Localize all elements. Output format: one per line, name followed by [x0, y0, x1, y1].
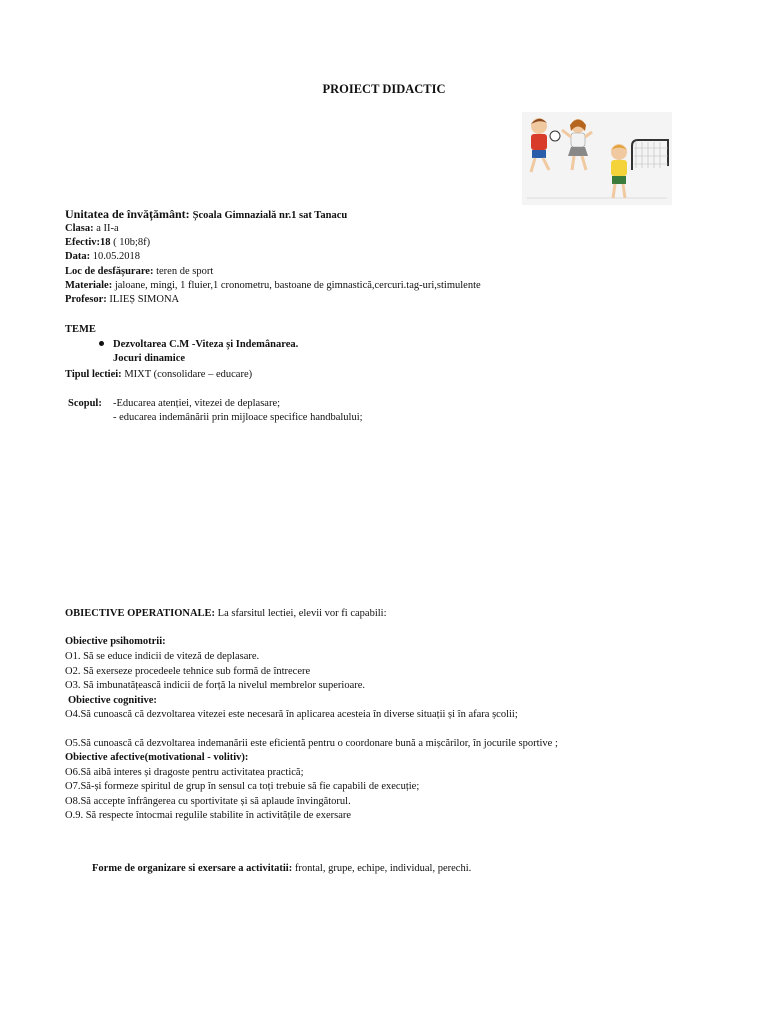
- objective-o3: O3. Să imbunatățească indicii de forță la nivelul membrelor superioare.: [65, 680, 366, 691]
- objective-o1: O1. Să se educe indicii de viteză de deplasare.: [65, 651, 260, 662]
- objectives-intro: La sfarsitul lectiei, elevii vor fi capabili:: [217, 608, 387, 619]
- theme-item-2: Jocuri dinamice: [113, 353, 186, 364]
- effective-line: [65, 236, 150, 250]
- organization-value: frontal, grupe, echipe, individual, perechi.: [294, 863, 472, 874]
- children-playing-sports-illustration: [522, 112, 672, 205]
- teacher-line: [65, 293, 179, 307]
- objective-o7: O7.Să-și formeze spiritul de grup în sensul ca toți trebuie să fie capabili de execuție;: [65, 781, 420, 792]
- affective-heading: Obiective afective(motivational - volitiv):: [65, 752, 249, 763]
- organization-line: [92, 862, 471, 876]
- objective-o9: O.9. Să respecte întocmai regulile stabilite în activitățile de exersare: [65, 810, 352, 821]
- class-line: [65, 222, 119, 236]
- theme-item-1: Dezvoltarea C.M -Viteza și Indemânarea.: [113, 339, 299, 350]
- objective-o2: O2. Să exerseze procedeele tehnice sub formă de întrecere: [65, 666, 311, 677]
- themes-heading: TEME: [65, 324, 96, 335]
- bullet-icon: [99, 341, 104, 346]
- teacher-label: Profesor:: [65, 294, 107, 305]
- date-label: Data:: [65, 251, 91, 262]
- location-line: [65, 265, 213, 279]
- date-line: [65, 250, 140, 264]
- scope-line-1: -Educarea atenției, vitezei de deplasare;: [113, 398, 281, 409]
- materials-value: jaloane, mingi, 1 fluier,1 cronometru, bastoane de gimnastică,cercuri.tag-uri,stimulente: [114, 280, 481, 291]
- unit-line: [65, 207, 347, 223]
- materials-line: [65, 279, 481, 293]
- organization-label: Forme de organizare si exersare a activitatii:: [92, 863, 293, 874]
- psychomotor-heading: Obiective psihomotrii:: [65, 636, 166, 647]
- lesson-type-line: [65, 368, 252, 382]
- objectives-heading: OBIECTIVE OPERATIONALE:: [65, 608, 216, 619]
- cognitive-heading: Obiective cognitive:: [68, 695, 157, 706]
- page-title: PROIECT DIDACTIC: [322, 82, 446, 96]
- lesson-type-label: Tipul lectiei:: [65, 369, 122, 380]
- objective-o6: O6.Să aibă interes și dragoste pentru activitatea practică;: [65, 767, 304, 778]
- date-value: 10.05.2018: [92, 251, 140, 262]
- teacher-value: ILIEȘ SIMONA: [109, 294, 180, 305]
- effective-label: Efectiv:18: [65, 237, 111, 248]
- unit-label: Unitatea de învățământ:: [65, 207, 190, 221]
- location-value: teren de sport: [156, 266, 214, 277]
- location-label: Loc de desfășurare:: [65, 266, 154, 277]
- class-value: a II-a: [96, 223, 119, 234]
- objective-o4: O4.Să cunoască că dezvoltarea vitezei este necesară în aplicarea acesteia în diverse situații și în afara școlii;: [65, 709, 518, 720]
- lesson-type-value: MIXT (consolidare – educare): [124, 369, 253, 380]
- objectives-heading-line: [65, 607, 386, 621]
- objective-o8: O8.Să accepte înfrângerea cu sportivitate și să aplaude învingătorul.: [65, 796, 351, 807]
- scope-label: Scopul:: [68, 398, 102, 409]
- materials-label: Materiale:: [65, 280, 113, 291]
- unit-value: Școala Gimnazială nr.1 sat Tanacu: [192, 210, 348, 221]
- objective-o5: O5.Să cunoască că dezvoltarea indemanării este eficientă pentru o coordonare bună a mișcărilor, în jocurile sportive ;: [65, 738, 558, 749]
- effective-value: ( 10b;8f): [113, 237, 151, 248]
- scope-line-2: - educarea indemânării prin mijloace specifice handbalului;: [113, 412, 363, 423]
- class-label: Clasa:: [65, 223, 94, 234]
